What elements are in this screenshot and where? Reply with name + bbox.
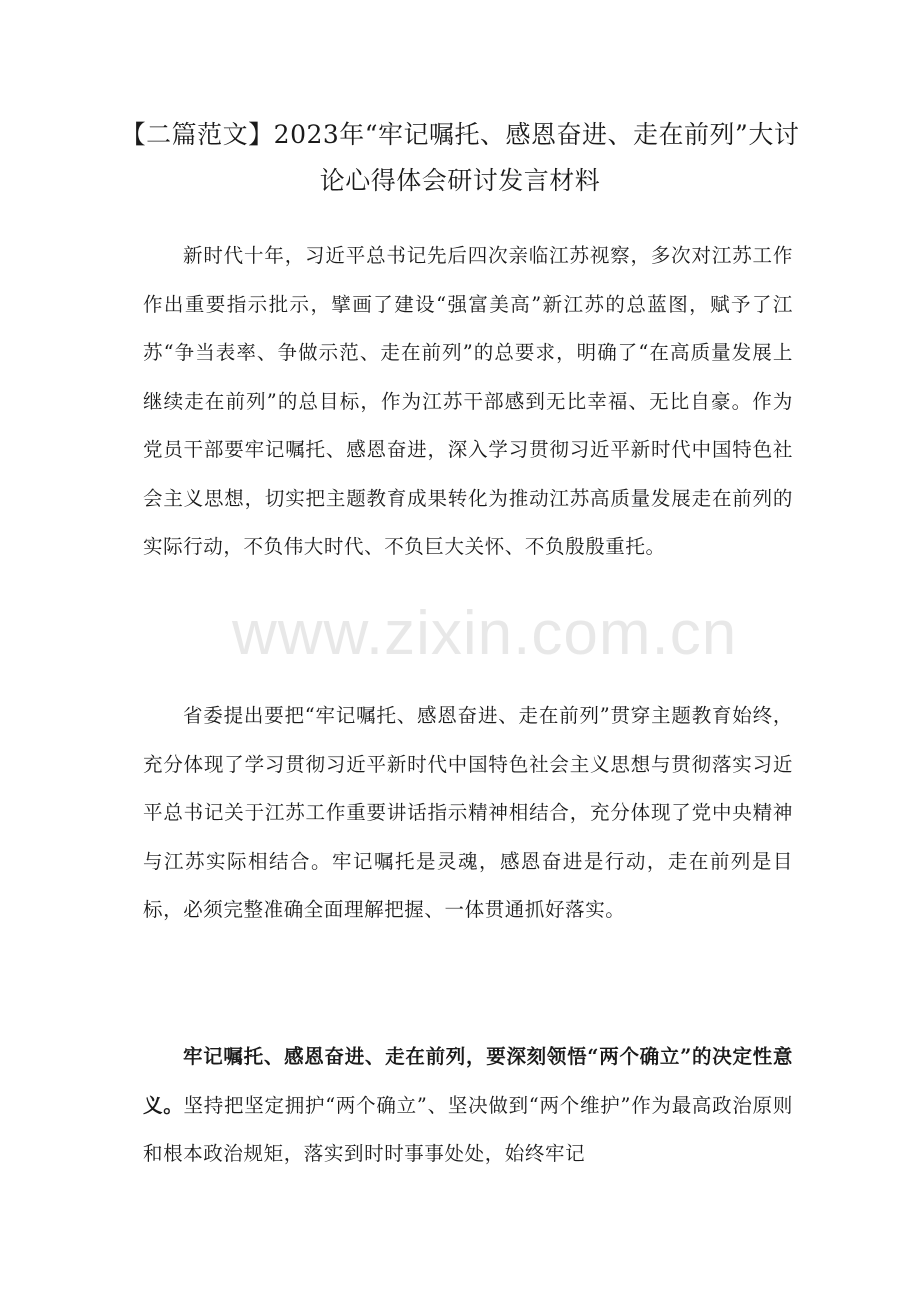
watermark: www.zixin.com.cn (232, 599, 738, 668)
paragraph-1: 新时代十年，习近平总书记先后四次亲临江苏视察，多次对江苏工作作出重要指示批示，擘画了建设“强富美高”新江苏的总蓝图，赋予了江苏“争当表率、争做示范、走在前列”的总要求，明确了“在高质量发展上继续走在前列”的总目标，作为江苏干部感到无比幸福、无比自豪。作为党员干部要牢记嘱托、感恩奋进，深入学习贯彻习近平新时代中国特色社会主义思想，切实把主题教育成果转化为推动江苏高质量发展走在前列的实际行动，不负伟大时代、不负巨大关怀、不负殷殷重托。 (143, 244, 793, 558)
paragraph-3-text: 坚持把坚定拥护“两个确立”、坚决做到“两个维护”作为最高政治原则和根本政治规矩，落实到时时事事处处，始终牢记 (143, 1093, 794, 1165)
paragraph-2: 省委提出要把“牢记嘱托、感恩奋进、走在前列”贯穿主题教育始终，充分体现了学习贯彻习近平新时代中国特色社会主义思想与贯彻落实习近平总书记关于江苏工作重要讲话指示精神相结合，充分体现了党中央精神与江苏实际相结合。牢记嘱托是灵魂，感恩奋进是行动，走在前列是目标，必须完整准确全面理解把握、一体贯通抓好落实。 (143, 704, 793, 921)
paragraph-3 (143, 1033, 793, 1179)
paragraph-3-bold-lead: 牢记嘱托、感恩奋进、走在前列，要深刻领悟“两个确立”的决定性意义。 (143, 1045, 793, 1117)
document-title: 【二篇范文】2023年“牢记嘱托、感恩奋进、走在前列”大讨论心得体会研讨发言材料 (120, 120, 800, 195)
